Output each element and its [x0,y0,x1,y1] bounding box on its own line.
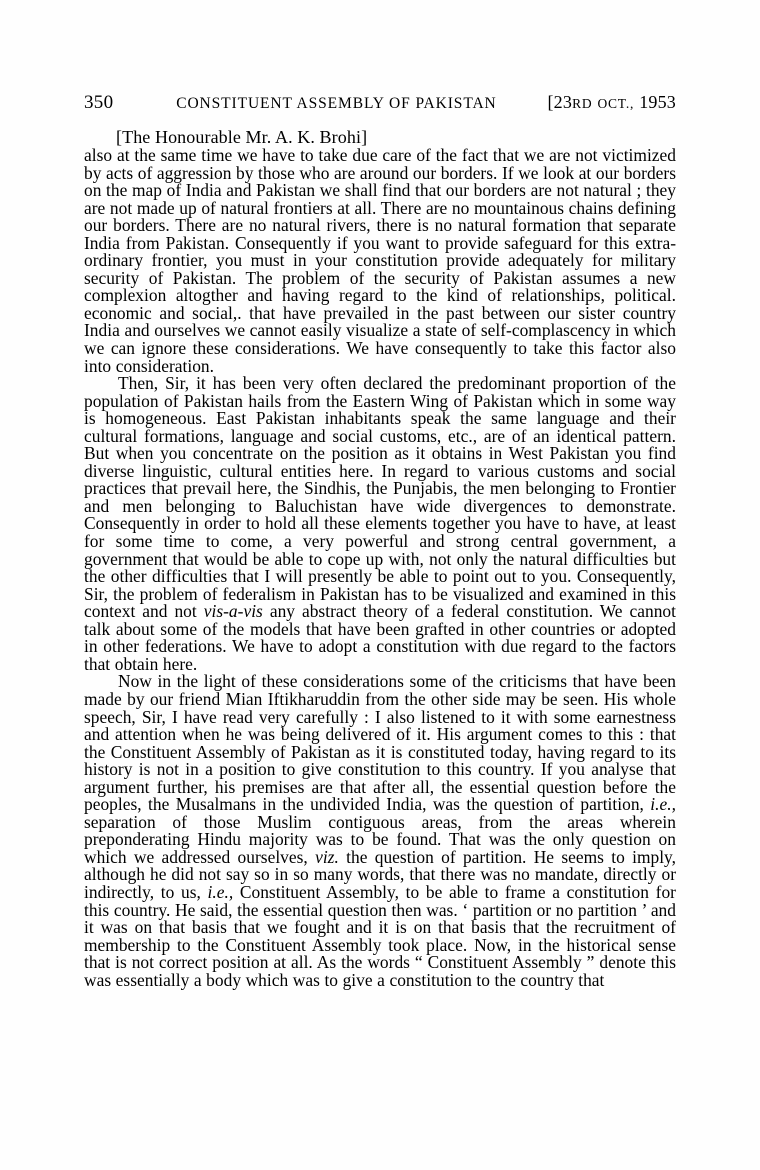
paragraph-1: also at the same time we have to take due care of the fact that we are not victimized by acts of aggression by those who are around our borders. If we look at our borders on the map of India and Pakistan we shall find that our borders are not natural ; they are not made up of natural frontiers at all. There are no mountainous chains defining our borders. There are no natural rivers, there is no natural formation that separate India from Pakistan. Consequently if you want to provide safeguard for this extra-ordinary frontier, you must in your constitution provide adequately for military security of Pakistan. The problem of the security of Pakistan assumes a new complexion altogther and having regard to the kind of relationships, political. economic and social,. that have prevailed in the past between our sister country India and ourselves we cannot easily visualize a state of self-complascency in which we can ignore these considerations. We have consequently to take this factor also into consideration. [84,145,676,376]
paragraph-3-segment-2: separation of those Muslim contiguous areas, from the areas wherein preponderating Hindu majority was to be found. That was the only question on which we addressed ourselves, [84,811,676,867]
speaker-attribution: [The Honourable Mr. A. K. Brohi] [116,127,368,147]
date-year: 1953 [639,92,676,112]
paragraph-2-italic-1: vis-a-vis [203,601,263,622]
paragraph-3-segment-3: the question of partition. He seems to imply, although he did not say so in so many words, that there was no mandate, directly or indirectly, to us, [84,846,677,902]
paragraph-2-segment-1: Then, Sir, it has been very often declared the predominant proportion of the population of Pakistan hails from the Eastern Wing of Pakistan which in some way is homogeneous. East Pakistan inhabitants speak the same language and their cultural formations, language and social customs, etc., are of an identical pattern. But when you concentrate on the position as it obtains in West Pakistan you find diverse linguistic, cultural entities here. In regard to various customs and social practices that prevail here, the Sindhis, the Punjabis, the men belonging to Frontier and men belonging to Baluchistan have wide divergences to demonstrate. Consequently in order to hold all these elements together you have to have, at least for some time to come, a very powerful and strong central government, a government that would be able to cope up with, not only the natural difficulties but the other difficulties that I will presently be able to point out to you. Consequently, Sir, the problem of federalism in Pakistan has to be visualized and examined in this context and not [84,373,676,622]
paragraph-3-segment-4: Constituent Assembly, to be able to frame a constitution for this country. He said, the essential question then was. ‘ partition or no partition ’ and it was on that basis that we fought and it is on that basis that the recruitment of membership to the Constituent Assembly took place. Now, in the historical sense that is not correct position at all. As the words “ Constituent Assembly ” denote this was essentially a body which was to give a constitution to the country that [84,881,676,990]
paragraph-3-segment-1: Now in the light of these considerations some of the criticisms that have been made by our friend Mian Iftikharuddin from the other side may be seen. His whole speech, Sir, I have read very carefully : I also listened to it with some earnestness and attention when he was being delivered of it. His argument comes to this : that the Constituent Assembly of Pakistan as it is constituted today, having regard to its history is not in a position to give constitution to this country. If you analyse that argument further, his premises are that after all, the essential question before the peoples, the Musalmans in the undivided India, was the question of partition, [84,671,676,815]
paragraph-3 [84,673,676,989]
date-day-suffix: RD [572,96,593,111]
running-head [84,92,676,114]
paragraph-2 [84,375,676,673]
date-month: OCT., [597,96,635,111]
body-text-column [84,147,676,989]
paragraph-3-italic-2: viz. [315,846,339,867]
paragraph-3-italic-3: i.e., [207,881,234,902]
running-head-title: CONSTITUENT ASSEMBLY OF PAKISTAN [176,95,497,112]
date-day: 23 [553,92,573,112]
paragraph-3-italic-1: i.e., [650,794,676,815]
running-head-date [541,92,676,113]
date-bracket: [ [547,92,554,112]
paragraph-2-segment-2: any abstract theory of a federal constitution. We cannot talk about some of the models that have been grafted in other countries or adopted in other federations. We have to adopt a constitution with due regard to the factors that obtain here. [84,601,676,674]
page-folio-number: 350 [84,92,114,113]
